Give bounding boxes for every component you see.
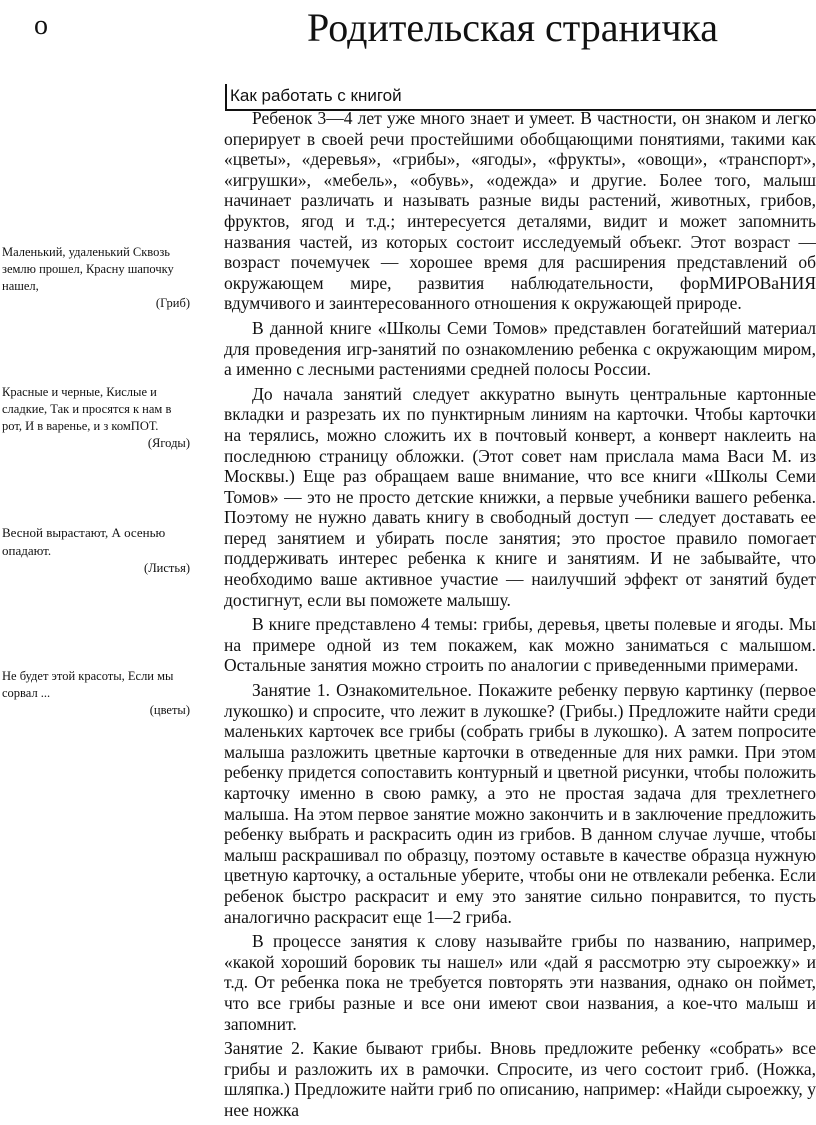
- page-title: Родительская страничка: [307, 5, 719, 50]
- paragraph-book-material: В данной книге «Школы Семи Томов» представлен богатейший материал для проведения игр-занятий по ознакомлению ребенка с окружающим миром, а именно с лесными растениями средней полосы России.: [224, 317, 816, 380]
- riddle-text: Не будет этой красоты, Если мы сорвал ...: [2, 669, 174, 700]
- paragraph-preparation: До начала занятий следует аккуратно вынуть центральные картонные вкладки и разрезать их по пунктирным линиям на карточки. Чтобы карточки на терялись, можно сложить их в почтовый конверт, а конверт наклеить на последнюю страницу обложки. (Этот совет нам прислала мама Васи М. из Москвы.) Еще раз обращаем ваше внимание, что все книги «Школы Семи Томов» — это не просто детские книжки, а первые учебники вашего ребенка. Поэтому не нужно давать книгу в свободный доступ — следует доставать ее перед занятием и убирать после занятия; это простое правило помогает поддерживать интерес ребенка к книге и занятиям. И не забывайте, что необходимо ваше активное участие — наилучший эффект от занятий будет достигнут, если вы поможете малышу.: [224, 383, 816, 610]
- riddle-mushroom: [2, 244, 190, 312]
- riddle-flowers: [2, 668, 190, 719]
- paragraph-themes: В книге представлено 4 темы: грибы, деревья, цветы полевые и ягоды. Мы на примере одной из тем покажем, как можно заниматься с малышом. Остальные занятия можно строить по аналогии с приведенными примерами.: [224, 614, 816, 676]
- section-heading: Как работать с книгой: [225, 84, 816, 111]
- main-text: [224, 108, 816, 1125]
- riddle-text: Маленький, удаленький Сквозь землю прошел, Красну шапочку нашел,: [2, 245, 174, 293]
- riddle-text: Весной вырастают, А осенью опадают.: [2, 525, 166, 558]
- riddle-answer: (цветы): [149, 703, 190, 717]
- riddle-text: Красные и черные, Кислые и сладкие, Так и просятся к нам в рот, И в варенье, и з комПОТ.: [2, 385, 172, 433]
- riddle-berries: [2, 384, 190, 452]
- page-number: о: [34, 10, 48, 41]
- riddle-answer: (Листья): [144, 561, 190, 575]
- paragraph-lesson-1: Занятие 1. Ознакомительное. Покажите ребенку первую картинку (первое лукошко) и спросите, что лежит в лукошке? (Грибы.) Предложите найти среди маленьких карточек все грибы (собрать грибы в лукошко). А затем попросите малыша разложить цветные карточки в отведенные для них рамки. При этом ребенку придется сопоставить контурный и цветной рисунки, чтобы положить карточку именно в свою рамку, а это не простая задача для трехлетнего малыша. На этом первое занятие можно закончить и в заключение предложить ребенку выбрать и раскрасить один из грибов. В данном случае лучше, чтобы малыш раскрашивал по образцу, поэтому оставьте в качестве образца нужную цветную карточку, а остальные уберите, чтобы они не отвлекали ребенка. Если ребенок быстро раскрасит и ему это занятие сильно понравится, то пусть аналогично раскрасит еще 1—2 гриба.: [224, 680, 816, 927]
- paragraph-naming: В процессе занятия к слову называйте грибы по названию, например, «какой хороший боровик ты нашел» или «дай я рассмотрю эту сыроежку» и т.д. От ребенка пока не требуется повторять эти названия, однако он поймет, что все грибы разные и все они имеют свои названия, а кое-что малыш и запомнит.: [224, 931, 816, 1034]
- riddle-answer: (Ягоды): [147, 436, 190, 450]
- riddle-answer: (Гриб): [155, 296, 190, 310]
- paragraph-lesson-2: Занятие 2. Какие бывают грибы. Вновь предложите ребенку «собрать» все грибы и разложить их в рамочки. Спросите, из чего состоит гриб. (Ножка, шляпка.) Предложите найти гриб по описанию, например: «Найди сыроежку, у нее ножка: [224, 1038, 816, 1120]
- paragraph-intro: Ребенок 3—4 лет уже много знает и умеет. В частности, он знаком и легко оперирует в своей речи простейшими обобщающими понятиями, такими как «цветы», «деревья», «грибы», «ягоды», «фрукты», «овощи», «транспорт», «игрушки», «мебель», «обувь», «одежда» и другие. Более того, малыш начинает различать и называть разные виды растений, животных, грибов, фруктов, ягод и т.д.; интересуется деталями, видит и может запомнить названия частей, из которых состоит исследуемый объекг. Этот возраст — возраст почемучек — хорошее время для расширения представлений об окружающем мире, развития наблюдательности, форМИРОВаНИЯ вдумчивого и заинтересованного отношения к окружающей природе.: [224, 108, 816, 314]
- riddle-leaves: [2, 524, 190, 577]
